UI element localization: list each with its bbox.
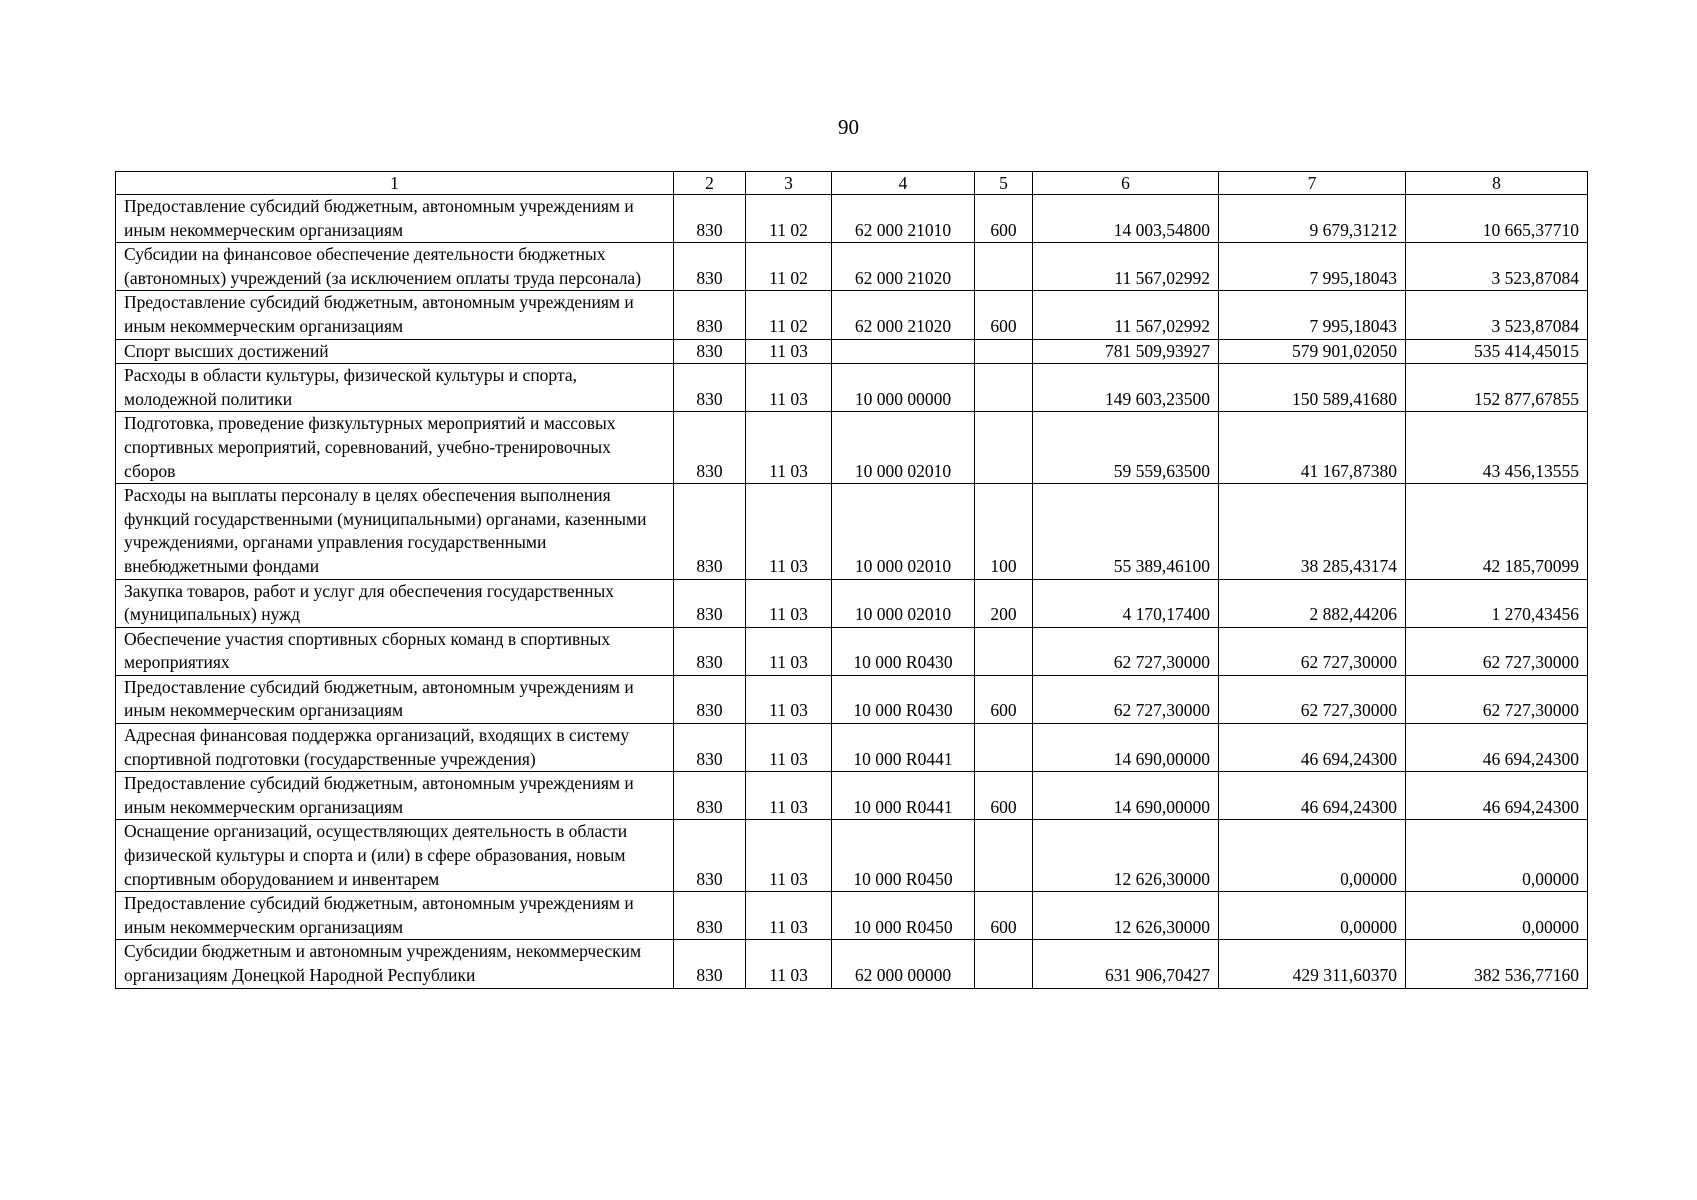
section-code-cell: 11 02 [746,195,832,243]
department-code-cell: 830 [674,772,746,820]
table-body [116,195,1588,989]
expense-type-cell: 600 [975,195,1033,243]
amount-col7-cell: 0,00000 [1219,892,1406,940]
table-row [116,892,1588,940]
target-article-cell: 62 000 21020 [832,291,975,339]
item-name-cell: Расходы в области культуры, физической культуры и спорта, молодежной политики [116,364,674,412]
table-row [116,579,1588,627]
header-cell: 3 [746,172,832,195]
amount-col6-cell: 55 389,46100 [1033,484,1219,579]
target-article-cell: 10 000 R0441 [832,772,975,820]
expense-type-cell: 100 [975,484,1033,579]
amount-col8-cell: 3 523,87084 [1406,243,1588,291]
expense-type-cell: 200 [975,579,1033,627]
section-code-cell: 11 03 [746,724,832,772]
amount-col8-cell: 46 694,24300 [1406,772,1588,820]
section-code-cell: 11 03 [746,364,832,412]
budget-table [115,171,1588,989]
department-code-cell: 830 [674,243,746,291]
table-row [116,412,1588,484]
amount-col8-cell: 43 456,13555 [1406,412,1588,484]
table-row [116,627,1588,675]
amount-col8-cell: 42 185,70099 [1406,484,1588,579]
amount-col8-cell: 382 536,77160 [1406,940,1588,988]
table-row [116,675,1588,723]
expense-type-cell [975,243,1033,291]
item-name-cell: Предоставление субсидий бюджетным, автономным учреждениям и иным некоммерческим организациям [116,195,674,243]
department-code-cell: 830 [674,675,746,723]
expense-type-cell [975,339,1033,364]
amount-col6-cell: 14 690,00000 [1033,772,1219,820]
table-row [116,820,1588,892]
item-name-cell: Подготовка, проведение физкультурных мероприятий и массовых спортивных мероприятий, соревнований, учебно-тренировочных сборов [116,412,674,484]
item-name-cell: Предоставление субсидий бюджетным, автономным учреждениям и иным некоммерческим организациям [116,675,674,723]
department-code-cell: 830 [674,579,746,627]
amount-col7-cell: 2 882,44206 [1219,579,1406,627]
item-name-cell: Субсидии бюджетным и автономным учреждениям, некоммерческим организациям Донецкой Народной Республики [116,940,674,988]
header-cell: 7 [1219,172,1406,195]
item-name-cell: Субсидии на финансовое обеспечение деятельности бюджетных (автономных) учреждений (за исключением оплаты труда персонала) [116,243,674,291]
amount-col6-cell: 14 690,00000 [1033,724,1219,772]
amount-col7-cell: 7 995,18043 [1219,243,1406,291]
table-row [116,243,1588,291]
target-article-cell: 62 000 21010 [832,195,975,243]
section-code-cell: 11 03 [746,579,832,627]
amount-col8-cell: 62 727,30000 [1406,627,1588,675]
section-code-cell: 11 03 [746,675,832,723]
amount-col7-cell: 62 727,30000 [1219,675,1406,723]
department-code-cell: 830 [674,820,746,892]
amount-col7-cell: 46 694,24300 [1219,772,1406,820]
section-code-cell: 11 03 [746,772,832,820]
amount-col8-cell: 152 877,67855 [1406,364,1588,412]
table-row [116,339,1588,364]
amount-col6-cell: 14 003,54800 [1033,195,1219,243]
table-row [116,772,1588,820]
amount-col6-cell: 62 727,30000 [1033,675,1219,723]
expense-type-cell: 600 [975,892,1033,940]
section-code-cell: 11 02 [746,291,832,339]
item-name-cell: Адресная финансовая поддержка организаций, входящих в систему спортивной подготовки (государственные учреждения) [116,724,674,772]
page-number: 90 [838,115,859,139]
section-code-cell: 11 03 [746,484,832,579]
amount-col7-cell: 150 589,41680 [1219,364,1406,412]
department-code-cell: 830 [674,412,746,484]
department-code-cell: 830 [674,627,746,675]
amount-col6-cell: 11 567,02992 [1033,291,1219,339]
target-article-cell: 10 000 02010 [832,412,975,484]
amount-col6-cell: 11 567,02992 [1033,243,1219,291]
expense-type-cell [975,940,1033,988]
amount-col7-cell: 0,00000 [1219,820,1406,892]
item-name-cell: Закупка товаров, работ и услуг для обеспечения государственных (муниципальных) нужд [116,579,674,627]
item-name-cell: Расходы на выплаты персоналу в целях обеспечения выполнения функций государственными (муниципальными) органами, казенными учреждениями, органами управления государственными внебюджетными фондами [116,484,674,579]
amount-col8-cell: 62 727,30000 [1406,675,1588,723]
amount-col7-cell: 7 995,18043 [1219,291,1406,339]
expense-type-cell: 600 [975,772,1033,820]
target-article-cell: 10 000 02010 [832,579,975,627]
section-code-cell: 11 03 [746,940,832,988]
amount-col6-cell: 62 727,30000 [1033,627,1219,675]
expense-type-cell: 600 [975,291,1033,339]
amount-col6-cell: 149 603,23500 [1033,364,1219,412]
header-cell: 6 [1033,172,1219,195]
amount-col6-cell: 59 559,63500 [1033,412,1219,484]
department-code-cell: 830 [674,339,746,364]
section-code-cell: 11 02 [746,243,832,291]
section-code-cell: 11 03 [746,627,832,675]
amount-col8-cell: 0,00000 [1406,892,1588,940]
item-name-cell: Предоставление субсидий бюджетным, автономным учреждениям и иным некоммерческим организациям [116,291,674,339]
table-row [116,291,1588,339]
expense-type-cell [975,412,1033,484]
amount-col8-cell: 535 414,45015 [1406,339,1588,364]
department-code-cell: 830 [674,195,746,243]
target-article-cell: 10 000 02010 [832,484,975,579]
item-name-cell: Оснащение организаций, осуществляющих деятельность в области физической культуры и спорта и (или) в сфере образования, новым спортивным оборудованием и инвентарем [116,820,674,892]
target-article-cell: 62 000 00000 [832,940,975,988]
amount-col7-cell: 9 679,31212 [1219,195,1406,243]
expense-type-cell [975,627,1033,675]
target-article-cell: 10 000 R0450 [832,820,975,892]
amount-col7-cell: 62 727,30000 [1219,627,1406,675]
target-article-cell [832,339,975,364]
header-cell: 8 [1406,172,1588,195]
amount-col7-cell: 429 311,60370 [1219,940,1406,988]
amount-col6-cell: 781 509,93927 [1033,339,1219,364]
amount-col7-cell: 46 694,24300 [1219,724,1406,772]
table-row [116,364,1588,412]
header-cell: 5 [975,172,1033,195]
table-row [116,940,1588,988]
expense-type-cell [975,364,1033,412]
target-article-cell: 10 000 R0450 [832,892,975,940]
department-code-cell: 830 [674,724,746,772]
expense-type-cell [975,724,1033,772]
amount-col8-cell: 10 665,37710 [1406,195,1588,243]
table-row [116,484,1588,579]
item-name-cell: Спорт высших достижений [116,339,674,364]
table-row [116,195,1588,243]
item-name-cell: Предоставление субсидий бюджетным, автономным учреждениям и иным некоммерческим организациям [116,892,674,940]
section-code-cell: 11 03 [746,892,832,940]
amount-col6-cell: 4 170,17400 [1033,579,1219,627]
department-code-cell: 830 [674,892,746,940]
amount-col6-cell: 12 626,30000 [1033,892,1219,940]
expense-type-cell: 600 [975,675,1033,723]
amount-col7-cell: 38 285,43174 [1219,484,1406,579]
target-article-cell: 10 000 00000 [832,364,975,412]
department-code-cell: 830 [674,940,746,988]
amount-col7-cell: 579 901,02050 [1219,339,1406,364]
target-article-cell: 10 000 R0441 [832,724,975,772]
target-article-cell: 62 000 21020 [832,243,975,291]
item-name-cell: Обеспечение участия спортивных сборных команд в спортивных мероприятиях [116,627,674,675]
amount-col8-cell: 46 694,24300 [1406,724,1588,772]
amount-col7-cell: 41 167,87380 [1219,412,1406,484]
header-cell: 2 [674,172,746,195]
target-article-cell: 10 000 R0430 [832,627,975,675]
table-row [116,724,1588,772]
section-code-cell: 11 03 [746,412,832,484]
department-code-cell: 830 [674,484,746,579]
amount-col6-cell: 631 906,70427 [1033,940,1219,988]
header-row [116,172,1588,195]
header-cell: 4 [832,172,975,195]
section-code-cell: 11 03 [746,820,832,892]
header-cell: 1 [116,172,674,195]
amount-col8-cell: 0,00000 [1406,820,1588,892]
amount-col8-cell: 1 270,43456 [1406,579,1588,627]
department-code-cell: 830 [674,364,746,412]
target-article-cell: 10 000 R0430 [832,675,975,723]
department-code-cell: 830 [674,291,746,339]
amount-col6-cell: 12 626,30000 [1033,820,1219,892]
amount-col8-cell: 3 523,87084 [1406,291,1588,339]
item-name-cell: Предоставление субсидий бюджетным, автономным учреждениям и иным некоммерческим организациям [116,772,674,820]
section-code-cell: 11 03 [746,339,832,364]
expense-type-cell [975,820,1033,892]
